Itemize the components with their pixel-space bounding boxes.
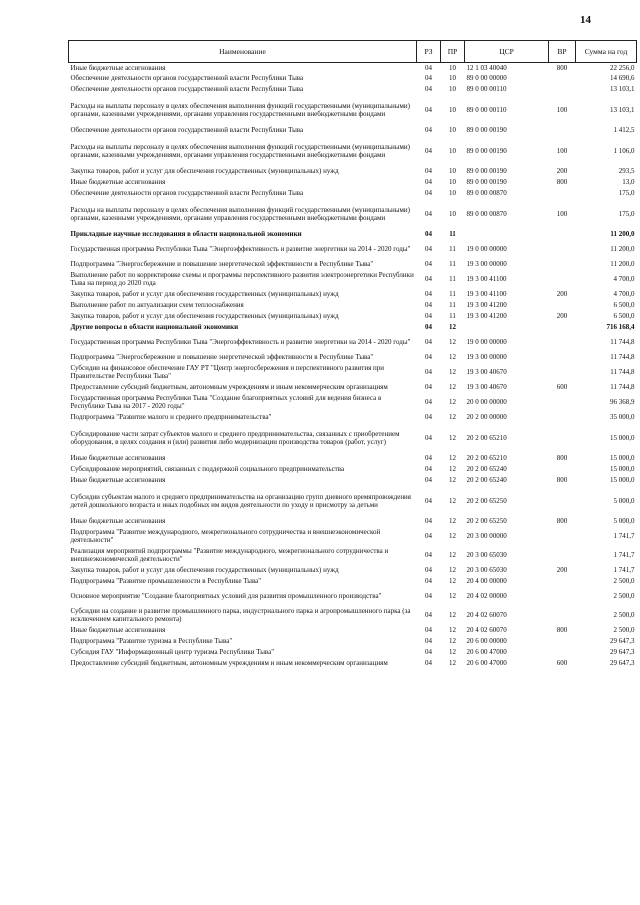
cell-pr: 12 (449, 338, 456, 346)
cell-pr: 12 (449, 532, 456, 540)
table-row (69, 565, 637, 576)
cell-pr: 12 (449, 368, 456, 376)
cell-rz: 04 (425, 189, 432, 197)
cell-pr: 11 (449, 245, 456, 253)
header-sum: Сумма на год (576, 41, 637, 63)
cell-pr: 10 (449, 63, 456, 72)
cell-name: Субсидия ГАУ "Информационный центр туризма Республики Тыва" (70, 648, 275, 656)
cell-rz: 04 (425, 167, 432, 175)
cell-vr (549, 423, 576, 453)
cell-name: Иные бюджетные ассигнования (70, 517, 166, 525)
cell-pr: 12 (449, 476, 456, 484)
cell-pr: 11 (449, 230, 456, 238)
cell-csr (465, 322, 549, 333)
table-row (69, 647, 637, 658)
table-body (69, 63, 637, 669)
cell-rz: 04 (425, 626, 432, 634)
cell-pr: 12 (449, 637, 456, 645)
cell-sum: 11 744,8 (610, 353, 635, 361)
table-row (69, 576, 637, 587)
cell-vr (549, 606, 576, 625)
header-csr: ЦСР (465, 41, 549, 63)
cell-sum: 35 000,0 (610, 413, 635, 421)
cell-rz: 04 (425, 659, 432, 667)
cell-pr: 10 (449, 85, 456, 93)
cell-vr (549, 259, 576, 270)
table-row (69, 136, 637, 166)
table-row (69, 453, 637, 464)
cell-sum: 29 647,3 (610, 659, 635, 667)
cell-sum: 1 741,7 (613, 566, 635, 574)
cell-sum: 13,0 (622, 178, 635, 186)
cell-csr: 89 0 00 00190 (466, 146, 507, 155)
cell-name: Иные бюджетные ассигнования (70, 476, 166, 484)
cell-rz: 04 (425, 465, 432, 473)
table-row (69, 606, 637, 625)
cell-sum: 11 744,8 (610, 368, 635, 376)
cell-pr: 12 (449, 465, 456, 473)
cell-csr: 19 3 00 41200 (466, 312, 507, 320)
cell-sum: 2 500,0 (613, 626, 635, 634)
cell-name: Иные бюджетные ассигнования (70, 454, 166, 462)
cell-pr: 12 (449, 496, 456, 505)
cell-name: Субсидии на создание и развитие промышленного парка, индустриального парка и агропромышленного парка (за исключением капитального ремонта) (70, 607, 411, 623)
cell-name: Иные бюджетные ассигнования (70, 63, 166, 72)
table-row (69, 166, 637, 177)
cell-pr: 11 (449, 301, 456, 309)
cell-rz: 04 (425, 301, 432, 309)
cell-pr: 12 (449, 566, 456, 574)
cell-csr: 19 3 00 00000 (466, 353, 507, 361)
cell-vr (549, 333, 576, 352)
cell-name: Основное мероприятие "Создание благоприятных условий для развития промышленного производства" (70, 592, 382, 600)
cell-rz: 04 (425, 454, 432, 462)
cell-pr: 12 (449, 611, 456, 619)
cell-name: Государственная программа Республики Тыва "Создание благоприятных условий для ведения бизнеса в Республике Тыва на 2017 - 2020 годы" (70, 394, 382, 410)
table-row (69, 177, 637, 188)
cell-csr: 20 2 00 65210 (466, 454, 507, 462)
table-row (69, 188, 637, 199)
cell-name: Другие вопросы в области национальной экономики (70, 323, 239, 331)
cell-rz: 04 (425, 275, 432, 283)
cell-name: Субсидии субъектам малого и среднего предпринимательства на организацию групп дневного времяпровождения детей дошкольного возраста и иных подобных им видов деятельности по уходу и присмотру за детьми (70, 492, 412, 509)
cell-name: Субсидирование части затрат субъектов малого и среднего предпринимательства, связанных с приобретением оборудования, в целях создания и (или) развития либо модернизации производства товаров (работ, услуг) (70, 429, 400, 446)
cell-pr: 12 (449, 353, 456, 361)
cell-sum: 22 256,0 (610, 63, 635, 72)
cell-sum: 13 103,1 (610, 85, 635, 93)
cell-sum: 11 200,0 (610, 260, 635, 268)
cell-rz: 04 (425, 413, 432, 421)
cell-pr: 10 (449, 146, 456, 155)
cell-csr: 19 3 00 41100 (466, 290, 507, 298)
page-number: 14 (580, 14, 591, 26)
table-row (69, 95, 637, 125)
cell-pr: 12 (449, 517, 456, 525)
cell-rz: 04 (425, 178, 432, 186)
cell-rz: 04 (425, 230, 432, 238)
table-row (69, 84, 637, 95)
cell-vr: 600 (556, 659, 568, 667)
cell-sum: 15 000,0 (610, 454, 635, 462)
cell-csr: 89 0 00 00190 (466, 167, 507, 175)
cell-sum: 11 200,0 (610, 230, 635, 238)
cell-sum: 15 000,0 (610, 476, 635, 484)
cell-name: Выполнение работ по актуализации схем теплоснабжения (70, 301, 244, 309)
cell-rz: 04 (425, 532, 432, 540)
cell-sum: 6 500,0 (613, 312, 635, 320)
cell-vr (549, 576, 576, 587)
cell-vr (549, 393, 576, 412)
cell-csr: 20 4 00 00000 (466, 577, 507, 585)
cell-name: Подпрограмма "Энергосбережение и повышение энергетической эффективности в Республике Тыва" (70, 260, 374, 268)
cell-rz: 04 (425, 433, 432, 442)
cell-csr: 20 4 02 60070 (466, 611, 507, 619)
cell-pr: 10 (449, 189, 456, 197)
table-header-row (69, 41, 637, 63)
cell-rz: 04 (425, 126, 432, 134)
cell-rz: 04 (425, 496, 432, 505)
cell-vr: 800 (556, 454, 568, 462)
cell-sum: 15 000,0 (610, 465, 635, 473)
cell-vr (549, 546, 576, 565)
cell-csr: 20 6 00 47000 (466, 648, 507, 656)
cell-name: Расходы на выплаты персоналу в целях обеспечения выполнения функций государственными (муниципальными) органами, казенными учреждениями, органами управления государственными внебюджетными фондами (70, 142, 411, 159)
table-row (69, 486, 637, 516)
cell-csr: 89 0 00 00870 (466, 189, 507, 197)
table-row (69, 393, 637, 412)
cell-vr (549, 363, 576, 382)
cell-vr (549, 270, 576, 289)
table-row (69, 625, 637, 636)
header-vr: ВР (549, 41, 576, 63)
table-row (69, 322, 637, 333)
table-row (69, 516, 637, 527)
cell-sum: 14 690,6 (610, 74, 635, 82)
cell-sum: 5 000,0 (613, 517, 635, 525)
cell-vr: 800 (556, 476, 568, 484)
cell-sum: 2 500,0 (613, 592, 635, 600)
cell-pr: 10 (449, 209, 456, 218)
table-row (69, 270, 637, 289)
cell-name: Обеспечение деятельности органов государственной власти Республики Тыва (70, 74, 304, 82)
cell-csr: 20 3 00 00000 (466, 532, 507, 540)
cell-rz: 04 (425, 577, 432, 585)
table-row (69, 229, 637, 240)
cell-vr: 200 (556, 290, 568, 298)
cell-vr: 200 (556, 312, 568, 320)
cell-sum: 96 368,9 (610, 398, 635, 406)
cell-vr (549, 300, 576, 311)
cell-rz: 04 (425, 566, 432, 574)
cell-sum: 293,5 (618, 167, 635, 175)
cell-pr: 12 (449, 413, 456, 421)
cell-rz: 04 (425, 517, 432, 525)
cell-name: Обеспечение деятельности органов государственной власти Республики Тыва (70, 126, 304, 134)
cell-pr: 10 (449, 167, 456, 175)
table-row (69, 259, 637, 270)
cell-sum: 4 700,0 (613, 275, 635, 283)
cell-rz: 04 (425, 383, 432, 391)
cell-rz: 04 (425, 209, 432, 218)
cell-vr: 100 (556, 146, 568, 155)
cell-name: Государственная программа Республики Тыва "Энергоэффективность и развитие энергетики на 2014 - 2020 годы" (70, 245, 411, 253)
table-row (69, 300, 637, 311)
cell-vr: 100 (556, 209, 568, 218)
cell-name: Подпрограмма "Развитие международного, межрегионального сотрудничества и внешнеэкономической деятельности" (70, 528, 381, 544)
cell-csr: 89 0 00 00110 (466, 85, 507, 93)
table-row (69, 527, 637, 546)
cell-vr (549, 240, 576, 259)
cell-csr: 20 4 02 60070 (466, 626, 507, 634)
cell-name: Расходы на выплаты персоналу в целях обеспечения выполнения функций государственными (муниципальными) органами, казенными учреждениями, органами управления государственными внебюджетными фондами (70, 101, 411, 118)
cell-name: Субсидирование мероприятий, связанных с поддержкой социального предпринимательства (70, 465, 345, 473)
cell-rz: 04 (425, 338, 432, 346)
cell-pr: 12 (449, 454, 456, 462)
cell-sum: 13 103,1 (610, 105, 635, 114)
cell-csr: 20 3 00 65030 (466, 566, 507, 574)
table-row (69, 382, 637, 393)
cell-sum: 1 741,7 (613, 551, 635, 559)
cell-vr (549, 587, 576, 606)
cell-csr: 20 2 00 65240 (466, 465, 507, 473)
cell-sum: 175,0 (618, 209, 635, 218)
cell-sum: 5 000,0 (613, 496, 635, 505)
cell-sum: 29 647,3 (610, 637, 635, 645)
cell-rz: 04 (425, 63, 432, 72)
cell-vr: 800 (556, 178, 568, 186)
cell-sum: 2 500,0 (613, 577, 635, 585)
cell-vr: 100 (556, 105, 568, 114)
table-row (69, 658, 637, 669)
cell-sum: 6 500,0 (613, 301, 635, 309)
cell-pr: 12 (449, 577, 456, 585)
cell-pr: 12 (449, 383, 456, 391)
cell-csr: 19 3 00 40670 (466, 383, 507, 391)
table-row (69, 636, 637, 647)
cell-sum: 716 168,4 (606, 323, 635, 331)
cell-vr (549, 229, 576, 240)
cell-sum: 175,0 (618, 189, 635, 197)
cell-vr (549, 84, 576, 95)
cell-vr (549, 352, 576, 363)
cell-rz: 04 (425, 323, 432, 331)
cell-rz: 04 (425, 105, 432, 114)
cell-vr: 200 (556, 167, 568, 175)
table-row (69, 63, 637, 73)
cell-rz: 04 (425, 551, 432, 559)
cell-pr: 10 (449, 178, 456, 186)
table-row (69, 199, 637, 229)
cell-rz: 04 (425, 74, 432, 82)
table-row (69, 546, 637, 565)
cell-name: Подпрограмма "Развитие промышленности в Республике Тыва" (70, 577, 262, 585)
cell-sum: 15 000,0 (610, 433, 635, 442)
header-pr: ПР (441, 41, 465, 63)
cell-csr: 12 1 03 40040 (466, 63, 507, 72)
cell-name: Прикладные научные исследования в области национальной экономики (70, 230, 302, 238)
cell-rz: 04 (425, 398, 432, 406)
cell-name: Государственная программа Республики Тыва "Энергоэффективность и развитие энергетики на 2014 - 2020 годы" (70, 338, 411, 346)
cell-csr: 89 0 00 00190 (466, 178, 507, 186)
cell-csr: 20 4 02 00000 (466, 592, 507, 600)
cell-vr: 800 (556, 63, 568, 72)
cell-pr: 12 (449, 433, 456, 442)
cell-pr: 11 (449, 260, 456, 268)
cell-sum: 11 200,0 (610, 245, 635, 253)
cell-csr (465, 229, 549, 240)
cell-sum: 4 700,0 (613, 290, 635, 298)
cell-vr (549, 322, 576, 333)
cell-name: Подпрограмма "Развитие малого и среднего предпринимательства" (70, 413, 272, 421)
cell-csr: 89 0 00 00000 (466, 74, 507, 82)
table-row (69, 125, 637, 136)
cell-pr: 12 (449, 323, 456, 331)
cell-rz: 04 (425, 592, 432, 600)
cell-pr: 12 (449, 626, 456, 634)
cell-name: Закупка товаров, работ и услуг для обеспечения государственных (муниципальных) нужд (70, 290, 339, 298)
cell-sum: 11 744,8 (610, 383, 635, 391)
table-row (69, 289, 637, 300)
cell-name: Выполнение работ по корректировке схемы и программы перспективного развития электроэнергетики Республики Тыва на период до 2020 года (70, 271, 414, 287)
cell-rz: 04 (425, 245, 432, 253)
cell-csr: 20 0 00 00000 (466, 398, 507, 406)
cell-csr: 20 2 00 65210 (466, 433, 507, 442)
cell-csr: 89 0 00 00190 (466, 126, 507, 134)
cell-pr: 10 (449, 105, 456, 114)
cell-vr (549, 464, 576, 475)
cell-rz: 04 (425, 353, 432, 361)
cell-vr (549, 188, 576, 199)
cell-rz: 04 (425, 85, 432, 93)
table-row (69, 240, 637, 259)
cell-rz: 04 (425, 290, 432, 298)
cell-name: Реализация мероприятий подпрограммы "Развитие международного, межрегионального сотрудничества и внешнеэкономической деятельности" (70, 547, 389, 563)
cell-csr: 20 2 00 65250 (466, 496, 507, 505)
cell-vr: 800 (556, 517, 568, 525)
header-rz: РЗ (417, 41, 441, 63)
cell-rz: 04 (425, 611, 432, 619)
cell-vr (549, 412, 576, 423)
cell-name: Иные бюджетные ассигнования (70, 626, 166, 634)
cell-csr: 19 3 00 41200 (466, 301, 507, 309)
cell-name: Субсидии на финансовое обеспечение ГАУ РТ "Центр энергосбережения и перспективного развития при Правительстве Республики Тыва" (70, 364, 385, 380)
table-row (69, 363, 637, 382)
header-name: Наименование (69, 41, 417, 63)
cell-sum: 1 412,5 (613, 126, 635, 134)
cell-rz: 04 (425, 476, 432, 484)
cell-csr: 19 3 00 41100 (466, 275, 507, 283)
cell-name: Закупка товаров, работ и услуг для обеспечения государственных (муниципальных) нужд (70, 167, 339, 175)
cell-csr: 19 3 00 00000 (466, 260, 507, 268)
table-row (69, 412, 637, 423)
cell-name: Расходы на выплаты персоналу в целях обеспечения выполнения функций государственными (муниципальными) органами, казенными учреждениями, органами управления государственными внебюджетными фондами (70, 205, 411, 222)
table-row (69, 423, 637, 453)
table-row (69, 587, 637, 606)
cell-pr: 12 (449, 659, 456, 667)
cell-csr: 19 0 00 00000 (466, 245, 507, 253)
cell-vr (549, 486, 576, 516)
cell-pr: 12 (449, 648, 456, 656)
cell-vr (549, 527, 576, 546)
table-row (69, 464, 637, 475)
cell-csr: 89 0 00 00870 (466, 209, 507, 218)
cell-name: Закупка товаров, работ и услуг для обеспечения государственных (муниципальных) нужд (70, 566, 339, 574)
cell-pr: 12 (449, 551, 456, 559)
cell-name: Подпрограмма "Развитие туризма в Республике Тыва" (70, 637, 233, 645)
cell-rz: 04 (425, 637, 432, 645)
cell-rz: 04 (425, 368, 432, 376)
cell-name: Обеспечение деятельности органов государственной власти Республики Тыва (70, 85, 304, 93)
cell-csr: 20 6 00 47000 (466, 659, 507, 667)
cell-vr: 800 (556, 626, 568, 634)
cell-rz: 04 (425, 648, 432, 656)
cell-csr: 20 2 00 00000 (466, 413, 507, 421)
cell-csr: 89 0 00 00110 (466, 105, 507, 114)
cell-sum: 1 741,7 (613, 532, 635, 540)
cell-name: Обеспечение деятельности органов государственной власти Республики Тыва (70, 189, 304, 197)
cell-name: Закупка товаров, работ и услуг для обеспечения государственных (муниципальных) нужд (70, 312, 339, 320)
cell-pr: 12 (449, 398, 456, 406)
cell-pr: 12 (449, 592, 456, 600)
cell-csr: 19 0 00 00000 (466, 338, 507, 346)
cell-rz: 04 (425, 146, 432, 155)
cell-csr: 20 2 00 65250 (466, 517, 507, 525)
cell-pr: 10 (449, 126, 456, 134)
cell-pr: 11 (449, 312, 456, 320)
cell-name: Предоставление субсидий бюджетным, автономным учреждениям и иным некоммерческим организациям (70, 659, 388, 667)
cell-csr: 20 3 00 65030 (466, 551, 507, 559)
table-row (69, 333, 637, 352)
cell-vr (549, 647, 576, 658)
cell-vr: 600 (556, 383, 568, 391)
cell-sum: 11 744,8 (610, 338, 635, 346)
cell-csr: 20 6 00 00000 (466, 637, 507, 645)
table-row (69, 475, 637, 486)
cell-rz: 04 (425, 312, 432, 320)
cell-sum: 1 106,0 (613, 146, 635, 155)
cell-rz: 04 (425, 260, 432, 268)
cell-csr: 20 2 00 65240 (466, 476, 507, 484)
cell-sum: 2 500,0 (613, 611, 635, 619)
cell-sum: 29 647,3 (610, 648, 635, 656)
cell-pr: 11 (449, 275, 456, 283)
cell-vr (549, 73, 576, 84)
cell-pr: 10 (449, 74, 456, 82)
cell-vr: 200 (556, 566, 568, 574)
cell-csr: 19 3 00 40670 (466, 368, 507, 376)
table-row (69, 311, 637, 322)
cell-name: Подпрограмма "Энергосбережение и повышение энергетической эффективности в Республике Тыва" (70, 353, 374, 361)
cell-vr (549, 636, 576, 647)
cell-name: Предоставление субсидий бюджетным, автономным учреждениям и иным некоммерческим организациям (70, 383, 388, 391)
cell-pr: 11 (449, 290, 456, 298)
table-row (69, 73, 637, 84)
cell-vr (549, 125, 576, 136)
budget-table (68, 40, 637, 669)
cell-name: Иные бюджетные ассигнования (70, 178, 166, 186)
table-row (69, 352, 637, 363)
